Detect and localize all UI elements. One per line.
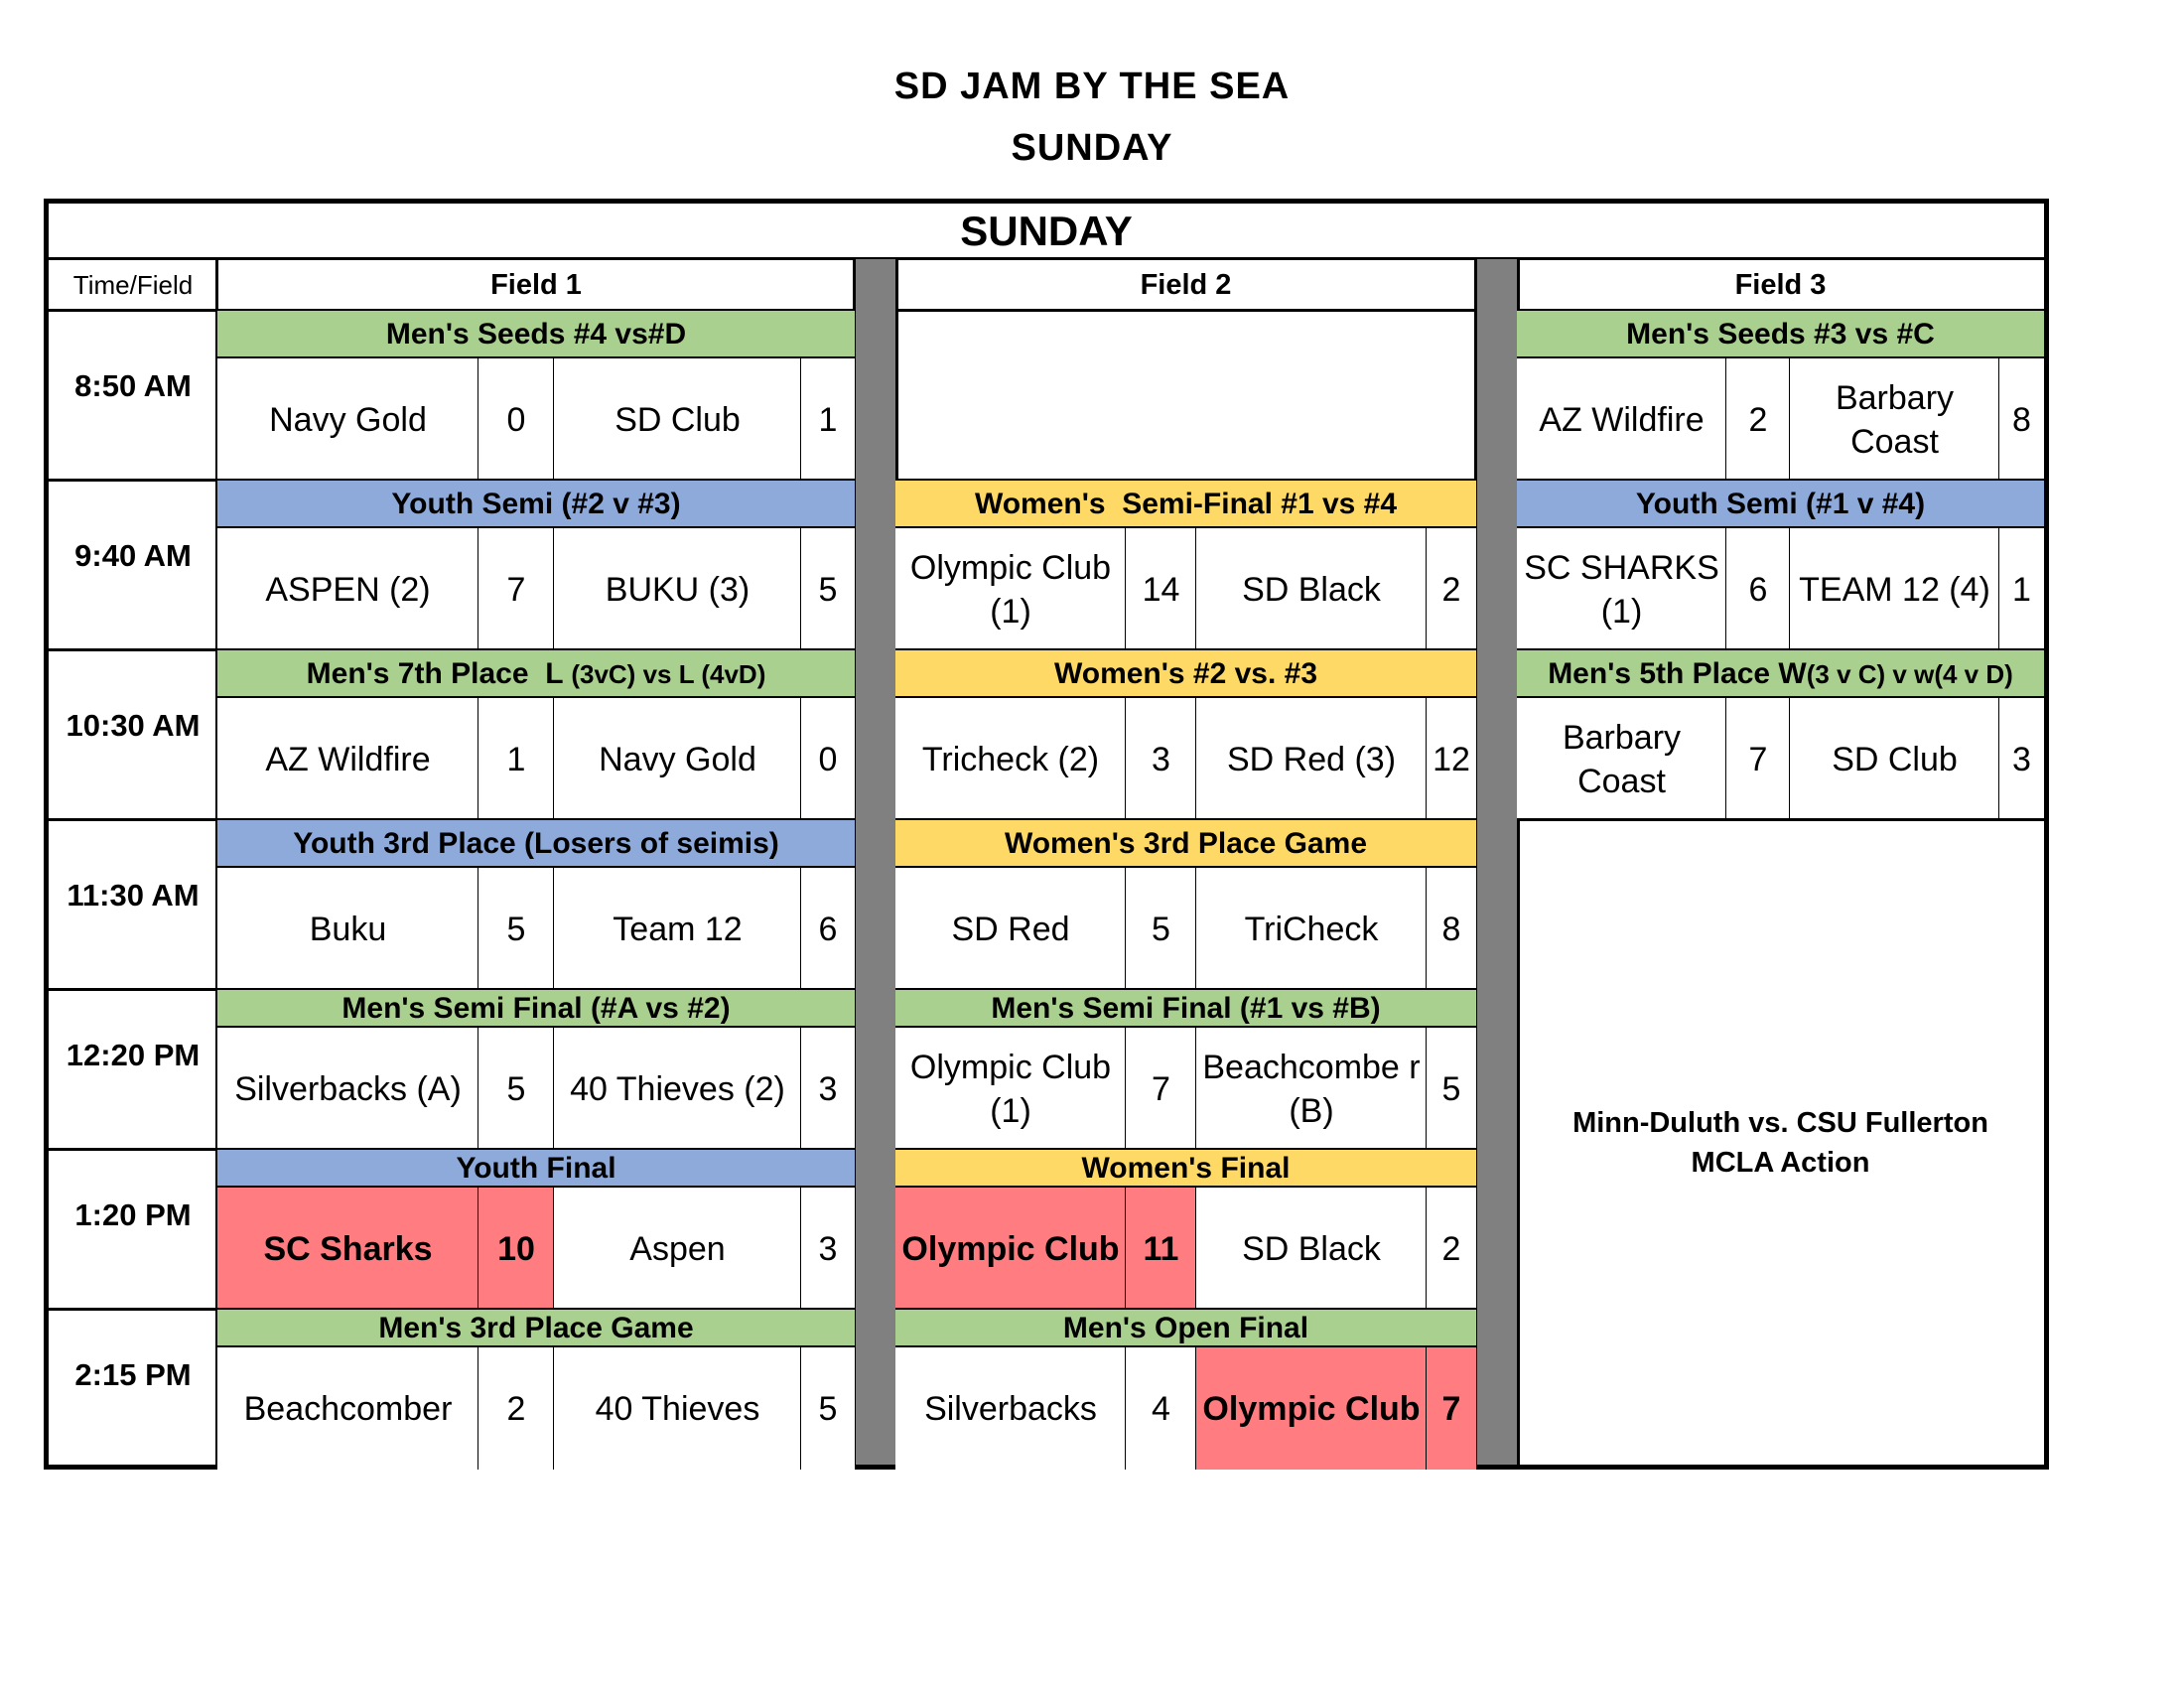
team-score: 11 xyxy=(1126,1188,1196,1310)
team-name: SD Black xyxy=(1196,528,1427,650)
game-title: Women's Semi-Final #1 vs #4 xyxy=(974,488,1398,520)
field-divider xyxy=(1476,259,1517,1465)
game-title-banner xyxy=(895,650,1476,698)
team-score: 12 xyxy=(1427,698,1476,820)
team-score: 7 xyxy=(1126,1028,1196,1150)
column-header-field-1: Field 1 xyxy=(490,268,582,301)
document-title: SD JAM BY THE SEA xyxy=(893,66,1291,107)
team-score: 5 xyxy=(1126,868,1196,990)
team-score: 5 xyxy=(801,528,855,650)
team-score: 3 xyxy=(1126,698,1196,820)
column-header-time: Time/Field xyxy=(72,269,194,300)
game-title: Youth Semi (#2 v #3) xyxy=(391,488,681,520)
team-name: Beachcombe r (B) xyxy=(1196,1028,1427,1150)
team-name: Tricheck (2) xyxy=(895,698,1126,820)
team-name: SD Black xyxy=(1196,1188,1427,1310)
game-title: Women's #2 vs. #3 xyxy=(1053,657,1318,690)
time-slot: 10:30 AM xyxy=(66,708,201,743)
team-name: Buku xyxy=(217,868,478,990)
team-name: Olympic Club xyxy=(1196,1347,1427,1470)
time-slot: 9:40 AM xyxy=(74,538,192,573)
team-score: 1 xyxy=(478,698,554,820)
time-slot: 1:20 PM xyxy=(74,1197,192,1232)
team-name: SD Club xyxy=(1790,698,1999,820)
team-score: 10 xyxy=(478,1188,554,1310)
team-name: AZ Wildfire xyxy=(1517,358,1726,481)
team-score: 2 xyxy=(1427,528,1476,650)
team-score: 3 xyxy=(801,1028,855,1150)
team-score: 0 xyxy=(478,358,554,481)
column-header-field-3: Field 3 xyxy=(1734,268,1827,301)
team-name: SD Club xyxy=(554,358,801,481)
team-name: SC SHARKS (1) xyxy=(1517,528,1726,650)
game-title-banner xyxy=(217,481,855,528)
team-score: 5 xyxy=(1427,1028,1476,1150)
team-name: Barbary Coast xyxy=(1790,358,1999,481)
schedule-table xyxy=(44,199,2049,1470)
team-score: 4 xyxy=(1126,1347,1196,1470)
team-name: 40 Thieves xyxy=(554,1347,801,1470)
game-title-banner xyxy=(895,820,1476,868)
game-title-detail: (3vC) vs L (4vD) xyxy=(571,658,766,689)
note-line: MCLA Action xyxy=(1691,1146,1870,1179)
team-name: Olympic Club (1) xyxy=(895,528,1126,650)
team-name: SD Red xyxy=(895,868,1126,990)
team-score: 2 xyxy=(478,1347,554,1470)
game-title-banner xyxy=(217,990,855,1028)
team-name: TriCheck xyxy=(1196,868,1427,990)
game-title: Men's Open Final xyxy=(1062,1312,1309,1344)
time-slot: 11:30 AM xyxy=(67,878,200,913)
game-title-banner xyxy=(895,1150,1476,1188)
game-title: Youth 3rd Place (Losers of seimis) xyxy=(293,827,779,860)
team-name: AZ Wildfire xyxy=(217,698,478,820)
team-score: 5 xyxy=(478,868,554,990)
note-line: Minn-Duluth vs. CSU Fullerton xyxy=(1572,1106,1988,1139)
team-score: 6 xyxy=(1726,528,1790,650)
team-name: Olympic Club (1) xyxy=(895,1028,1126,1150)
team-score: 7 xyxy=(1427,1347,1476,1470)
team-name: Beachcomber xyxy=(217,1347,478,1470)
game-title-banner xyxy=(895,481,1476,528)
team-name: SC Sharks xyxy=(217,1188,478,1310)
team-name: Navy Gold xyxy=(554,698,801,820)
document-subtitle: SUNDAY xyxy=(1011,127,1173,169)
game-title-banner xyxy=(217,311,855,358)
game-title: Men's 7th Place L xyxy=(306,657,572,690)
team-score: 6 xyxy=(801,868,855,990)
team-name: Olympic Club xyxy=(895,1188,1126,1310)
team-score: 7 xyxy=(1726,698,1790,820)
game-title-banner xyxy=(1517,481,2044,528)
game-title: Men's Seeds #4 vs#D xyxy=(385,318,687,351)
team-score: 1 xyxy=(1999,528,2044,650)
field-3-note xyxy=(1517,820,2044,1465)
game-title-banner xyxy=(1517,311,2044,358)
team-name: BUKU (3) xyxy=(554,528,801,650)
team-score: 1 xyxy=(801,358,855,481)
game-title: Men's 3rd Place Game xyxy=(378,1312,694,1344)
game-title-banner xyxy=(217,820,855,868)
team-score: 5 xyxy=(801,1347,855,1470)
game-title: Youth Final xyxy=(456,1152,616,1185)
game-title-banner xyxy=(217,1310,855,1347)
field-divider xyxy=(855,259,895,1465)
team-score: 0 xyxy=(801,698,855,820)
grid-line xyxy=(895,309,1476,312)
team-name: Team 12 xyxy=(554,868,801,990)
game-title: Women's 3rd Place Game xyxy=(1004,827,1368,860)
team-name: Silverbacks (A) xyxy=(217,1028,478,1150)
team-name: TEAM 12 (4) xyxy=(1790,528,1999,650)
team-score: 8 xyxy=(1427,868,1476,990)
team-score: 14 xyxy=(1126,528,1196,650)
column-header-field-2: Field 2 xyxy=(1140,268,1232,301)
team-name: Navy Gold xyxy=(217,358,478,481)
team-name: SD Red (3) xyxy=(1196,698,1427,820)
game-title: Youth Semi (#1 v #4) xyxy=(1635,488,1926,520)
team-score: 3 xyxy=(801,1188,855,1310)
game-title: Men's Semi Final (#A vs #2) xyxy=(341,992,731,1025)
game-title-banner xyxy=(217,1150,855,1188)
game-title: Men's 5th Place W xyxy=(1548,657,1807,690)
time-slot: 8:50 AM xyxy=(74,368,192,403)
game-title: Women's Final xyxy=(1081,1152,1291,1185)
team-name: Barbary Coast xyxy=(1517,698,1726,820)
game-title-banner xyxy=(217,650,855,698)
team-name: Silverbacks xyxy=(895,1347,1126,1470)
team-name: ASPEN (2) xyxy=(217,528,478,650)
team-score: 3 xyxy=(1999,698,2044,820)
time-slot: 2:15 PM xyxy=(74,1357,192,1392)
game-title-banner xyxy=(895,990,1476,1028)
team-score: 2 xyxy=(1427,1188,1476,1310)
team-score: 2 xyxy=(1726,358,1790,481)
game-title-banner xyxy=(1517,650,2044,698)
team-score: 7 xyxy=(478,528,554,650)
team-score: 8 xyxy=(1999,358,2044,481)
table-title: SUNDAY xyxy=(960,208,1133,254)
game-title-banner xyxy=(895,1310,1476,1347)
game-title: Men's Semi Final (#1 vs #B) xyxy=(991,992,1381,1025)
team-name: Aspen xyxy=(554,1188,801,1310)
game-title-detail: (3 v C) v w(4 v D) xyxy=(1806,658,2013,689)
time-slot: 12:20 PM xyxy=(66,1038,201,1072)
team-name: 40 Thieves (2) xyxy=(554,1028,801,1150)
game-title: Men's Seeds #3 vs #C xyxy=(1626,318,1935,351)
team-score: 5 xyxy=(478,1028,554,1150)
